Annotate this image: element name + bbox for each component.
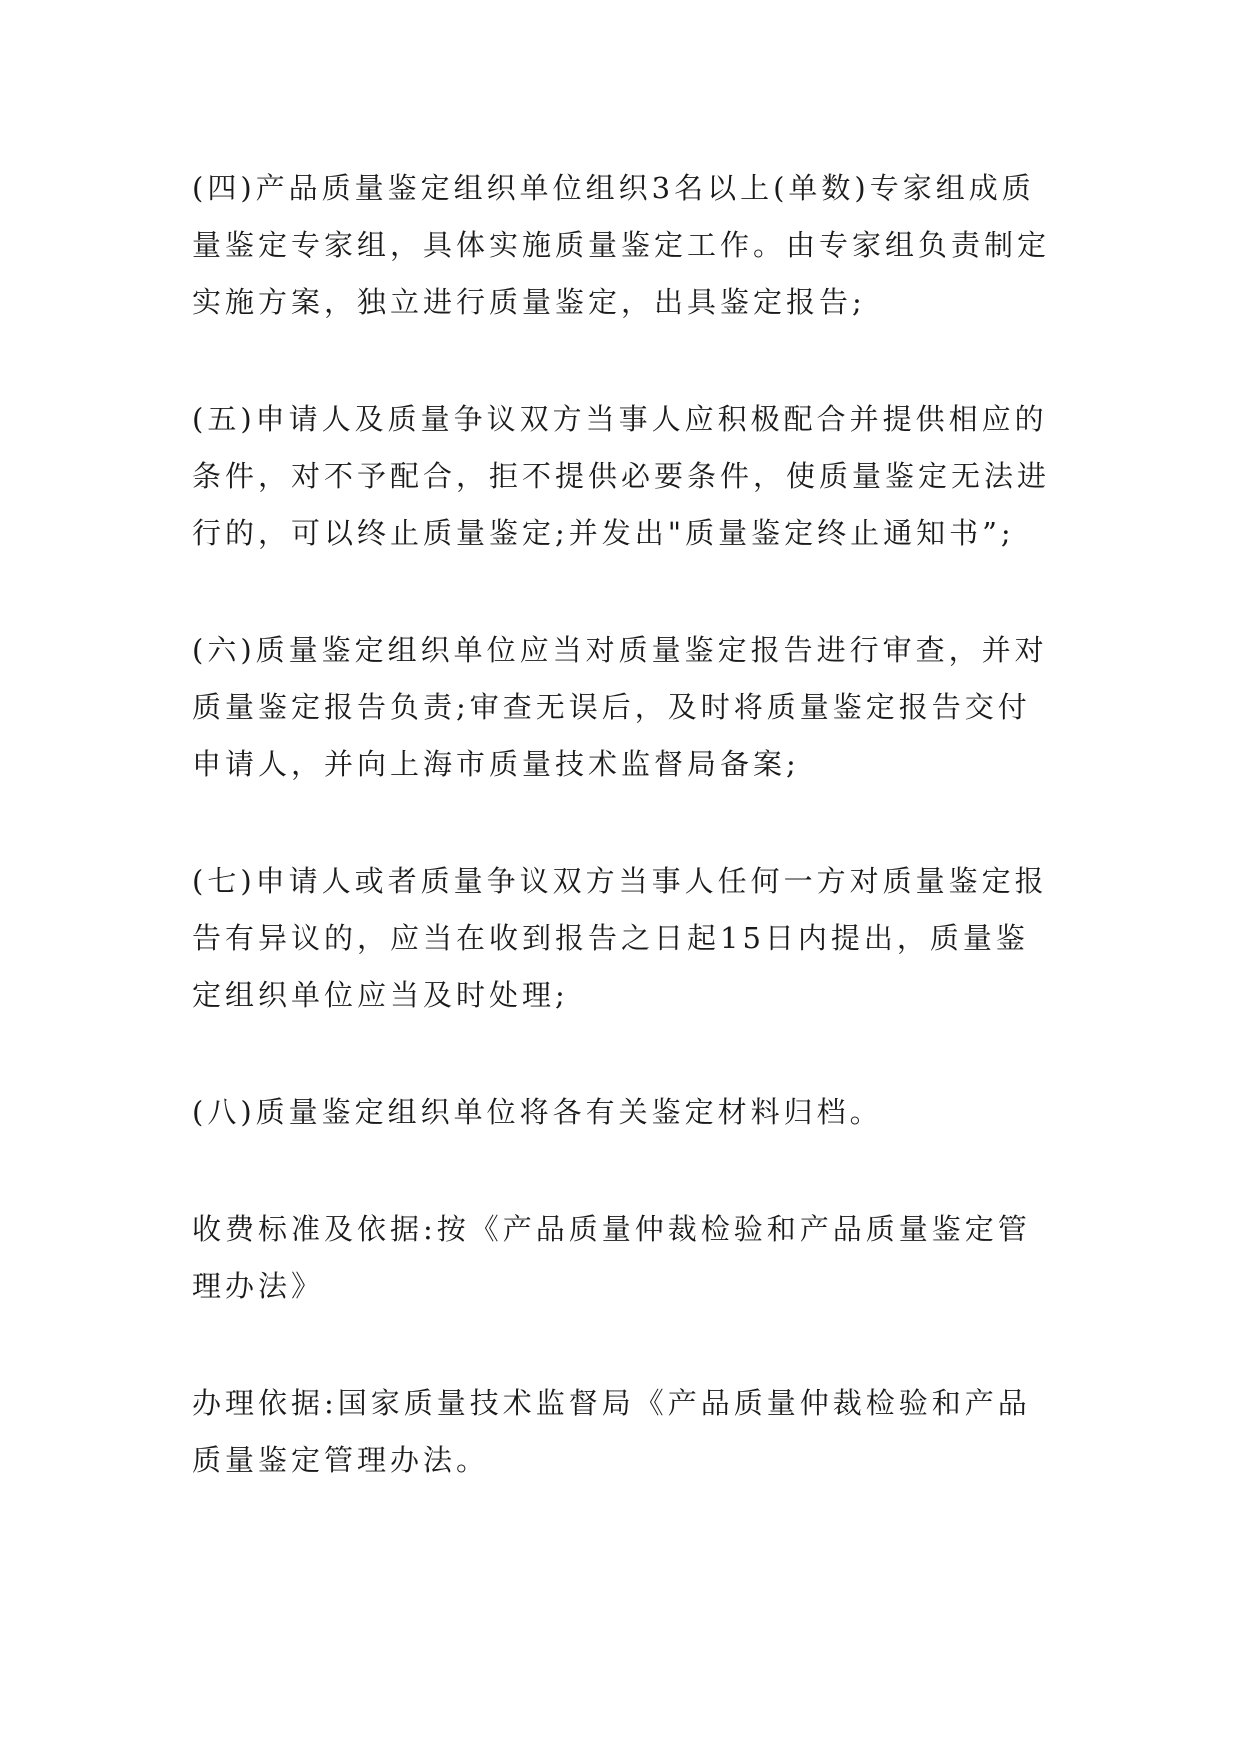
text-line: (八)质量鉴定组织单位将各有关鉴定材料归档。 [192, 1095, 883, 1129]
text-line: 申请人，并向上海市质量技术监督局备案; [192, 747, 800, 781]
legal-basis-paragraph [192, 1375, 1062, 1489]
text-line: 定组织单位应当及时处理; [192, 978, 569, 1012]
text-line: 质量鉴定管理办法。 [192, 1443, 490, 1477]
paragraph-item-8 [192, 1084, 1062, 1141]
paragraph-item-4 [192, 160, 1062, 331]
text-line: (六)质量鉴定组织单位应当对质量鉴定报告进行审查，并对 [192, 633, 1048, 667]
text-line: 办理依据:国家质量技术监督局《产品质量仲裁检验和产品 [192, 1386, 1031, 1420]
text-line: (四)产品质量鉴定组织单位组织3名以上(单数)专家组成质 [192, 171, 1035, 205]
paragraph-item-5 [192, 391, 1062, 562]
text-line: 条件，对不予配合，拒不提供必要条件，使质量鉴定无法进 [192, 459, 1051, 493]
text-line: 行的，可以终止质量鉴定;并发出"质量鉴定终止通知书”; [192, 516, 1015, 550]
text-line: (七)申请人或者质量争议双方当事人任何一方对质量鉴定报 [192, 864, 1048, 898]
text-line: 收费标准及依据:按《产品质量仲裁检验和产品质量鉴定管 [192, 1212, 1031, 1246]
paragraph-item-7 [192, 853, 1062, 1024]
document-body [192, 160, 1062, 1549]
text-line: 质量鉴定报告负责;审查无误后，及时将质量鉴定报告交付 [192, 690, 1031, 724]
text-line: 理办法》 [192, 1269, 325, 1303]
text-line: 告有异议的，应当在收到报告之日起15日内提出，质量鉴 [192, 921, 1029, 955]
text-line: (五)申请人及质量争议双方当事人应积极配合并提供相应的 [192, 402, 1048, 436]
text-line: 量鉴定专家组，具体实施质量鉴定工作。由专家组负责制定 [192, 228, 1051, 262]
text-line: 实施方案，独立进行质量鉴定，出具鉴定报告; [192, 285, 866, 319]
fee-standard-paragraph [192, 1201, 1062, 1315]
paragraph-item-6 [192, 622, 1062, 793]
